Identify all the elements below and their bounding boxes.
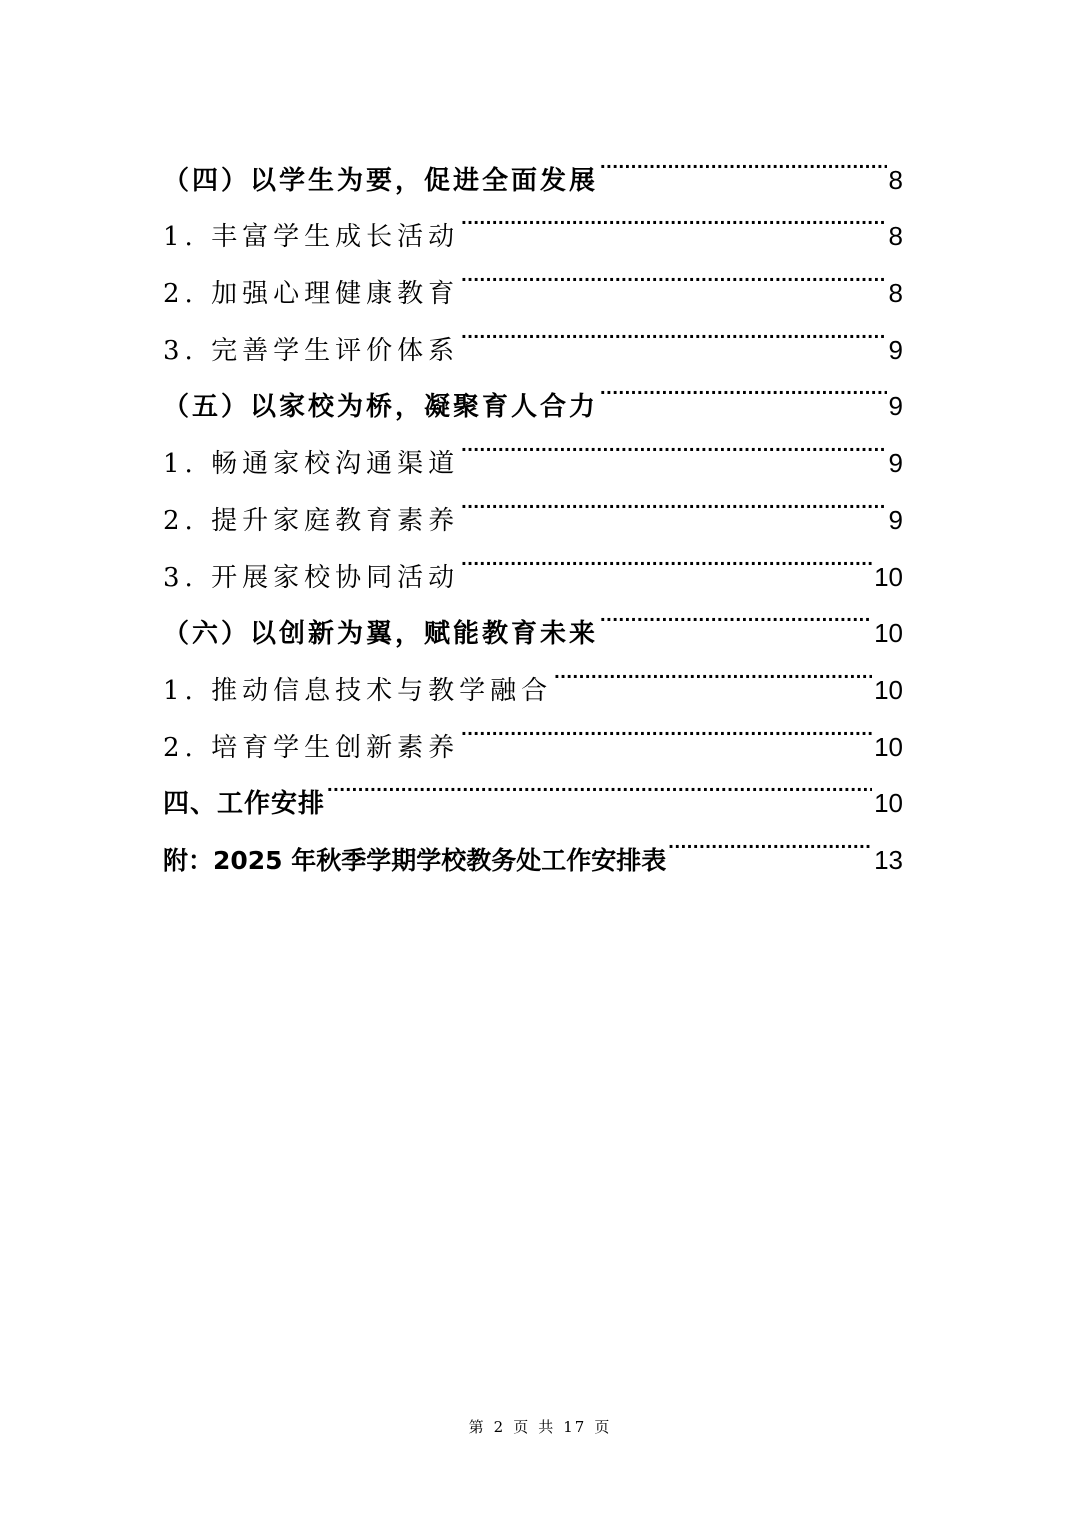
- toc-leader-dots: [461, 472, 886, 529]
- toc-entry-page: 8: [888, 278, 903, 309]
- footer-current-page: 2: [493, 1418, 506, 1436]
- toc-entry-page: 10: [874, 561, 903, 592]
- footer-prefix: 第: [468, 1418, 486, 1436]
- footer-page-unit: 页: [513, 1418, 531, 1436]
- toc-leader-dots: [461, 245, 886, 302]
- footer-total-prefix: 共: [538, 1418, 556, 1436]
- toc-leader-dots: [554, 642, 872, 699]
- toc-leader-dots: [461, 415, 886, 472]
- toc-entry-label: 3. 完善学生评价体系: [163, 335, 460, 366]
- toc-leader-dots: [668, 812, 872, 869]
- toc-entry-page: 10: [874, 731, 903, 762]
- toc-entry-section-4[interactable]: [163, 132, 903, 196]
- toc-entry-page: 10: [874, 674, 903, 705]
- toc-entry-label: （六）以创新为翼，赋能教育未来: [163, 619, 599, 650]
- toc-entry-label: 1. 丰富学生成长活动: [163, 222, 460, 253]
- toc-entry-label: 2. 培育学生创新素养: [163, 732, 460, 763]
- toc-entry-page: 9: [888, 391, 903, 422]
- toc-entry-label: 3. 开展家校协同活动: [163, 562, 460, 593]
- toc-leader-dots: [461, 302, 886, 359]
- toc-entry-label: 四、工作安排: [163, 789, 326, 820]
- toc-leader-dots: [461, 529, 872, 586]
- toc-entry-label: 1. 畅通家校沟通渠道: [163, 449, 460, 480]
- toc-entry-page: 9: [888, 334, 903, 365]
- toc-entry-page: 13: [874, 844, 903, 875]
- toc-leader-dots: [461, 189, 886, 246]
- toc-entry-page: 8: [888, 221, 903, 252]
- toc-entry-page: 10: [874, 618, 903, 649]
- toc-entry-label: （四）以学生为要，促进全面发展: [163, 165, 599, 196]
- toc-leader-dots: [461, 699, 872, 756]
- toc-leader-dots: [600, 132, 887, 189]
- toc-leader-dots: [600, 359, 887, 416]
- toc-entry-page: 9: [888, 448, 903, 479]
- table-of-contents: [163, 132, 903, 875]
- footer-total-unit: 页: [594, 1418, 612, 1436]
- toc-entry-page: 10: [874, 788, 903, 819]
- toc-entry-label: 1. 推动信息技术与教学融合: [163, 675, 553, 706]
- toc-entry-page: 9: [888, 504, 903, 535]
- page-footer: [0, 1416, 1080, 1437]
- toc-entry-label: 2. 提升家庭教育素养: [163, 505, 460, 536]
- toc-entry-page: 8: [888, 164, 903, 195]
- toc-leader-dots: [600, 586, 872, 643]
- toc-entry-label: 附：2025 年秋季学期学校教务处工作安排表: [163, 845, 667, 875]
- toc-entry-label: 2. 加强心理健康教育: [163, 279, 460, 310]
- footer-total-pages: 17: [563, 1418, 587, 1436]
- toc-entry-label: （五）以家校为桥，凝聚育人合力: [163, 392, 599, 423]
- toc-leader-dots: [327, 756, 872, 813]
